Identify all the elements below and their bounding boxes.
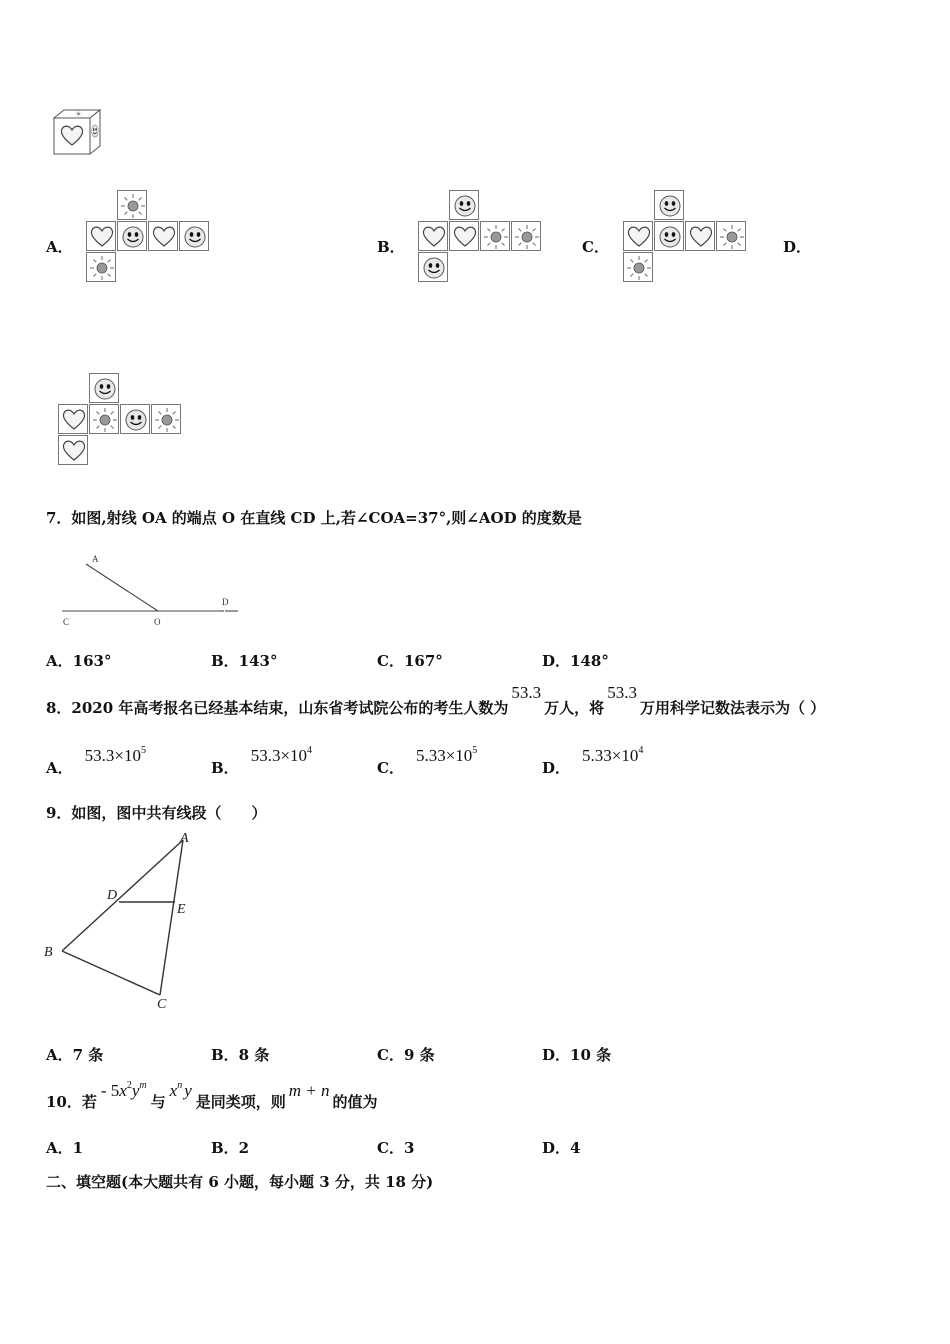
q10-term1-y: y: [131, 1081, 140, 1100]
q10-option-c[interactable]: C．3: [377, 1139, 415, 1157]
q8-text-3: 万用科学记数法表示为（ ）: [639, 699, 826, 717]
q6-option-c-label[interactable]: C．: [582, 238, 609, 256]
q7-label-a: A: [92, 554, 99, 564]
q10-prefix: 10．若: [46, 1093, 97, 1111]
q10-term1-x: x: [119, 1081, 127, 1100]
q10-term1-y-exp: m: [139, 1080, 147, 1091]
q8-option-b-value: [251, 746, 312, 765]
q8-option-a-value: [85, 746, 146, 765]
q10-connector: 与: [150, 1093, 166, 1111]
q8-option-d[interactable]: [542, 745, 644, 777]
q8-option-c-label: C．: [377, 759, 404, 777]
q10-term-1: [101, 1081, 147, 1100]
q10-term1-x-exp: 2: [126, 1080, 132, 1091]
q8-text-2: 万人，将: [544, 699, 605, 717]
section-2-title: 二、填空题(本大题共有 6 小题，每小题 3 分，共 18 分): [46, 1173, 434, 1191]
q7-option-d[interactable]: D．148°: [542, 652, 609, 670]
q6-net-d: [58, 373, 186, 469]
q9-label-b: B: [44, 945, 53, 960]
q7-option-b[interactable]: B．143°: [211, 652, 278, 670]
q8-option-b-base: 53.3×10: [250, 746, 308, 765]
q9-label-a: A: [180, 831, 189, 846]
q7-label-d: D: [222, 597, 229, 607]
q6-net-c: [623, 190, 751, 286]
q8-option-b[interactable]: [211, 745, 313, 777]
q6-net-a: [86, 190, 214, 286]
q8-number-1: 53.3: [511, 683, 542, 702]
q8-option-d-exp: 4: [638, 745, 644, 756]
q8-option-c[interactable]: [377, 745, 478, 777]
q10-term2-y: y: [184, 1081, 192, 1100]
q10-expr: m + n: [288, 1081, 330, 1100]
q9-figure: [40, 828, 200, 1013]
q10-term2-x-exp: n: [177, 1080, 183, 1091]
q9-option-a[interactable]: A．7 条: [46, 1046, 104, 1064]
q9-label-e: E: [177, 902, 186, 917]
q6-option-d-label[interactable]: D．: [783, 238, 812, 256]
q9-label-c: C: [157, 997, 167, 1012]
q9-question: 9．如图，图中共有线段（ ）: [46, 804, 267, 822]
q7-question: 7．如图,射线 OA 的端点 O 在直线 CD 上,若∠COA=37°,则∠AOD 的度数是: [46, 509, 582, 527]
q8-option-a-exp: 5: [140, 745, 146, 756]
q7-label-o: O: [154, 617, 161, 627]
q8-option-d-label: D．: [542, 759, 571, 777]
q8-option-a[interactable]: [46, 745, 146, 777]
q9-label-d: D: [107, 888, 118, 903]
q7-label-c: C: [63, 617, 70, 627]
q8-option-d-base: 5.33×10: [582, 746, 639, 765]
q8-option-c-value: [416, 746, 477, 765]
q10-term-2: [170, 1081, 192, 1100]
q7-option-c[interactable]: C．167°: [377, 652, 443, 670]
q9-option-b[interactable]: B．8 条: [211, 1046, 270, 1064]
q10-question: [46, 1080, 378, 1111]
cube-figure: [52, 108, 104, 158]
q6-option-a-label[interactable]: A．: [46, 238, 73, 256]
q6-net-b: [418, 190, 546, 286]
q10-suffix: 的值为: [332, 1093, 378, 1111]
q10-term1-coef: - 5: [100, 1081, 120, 1100]
q8-number-2: 53.3: [607, 683, 637, 702]
q10-option-b[interactable]: B．2: [211, 1139, 250, 1157]
q8-text-1: 8．2020 年高考报名已经基本结束，山东省考试院公布的考生人数为: [46, 699, 509, 717]
q10-option-d[interactable]: D．4: [542, 1139, 581, 1157]
q6-option-b-label[interactable]: B．: [377, 238, 405, 256]
q8-option-b-exp: 4: [307, 745, 313, 756]
q10-term2-x: x: [169, 1081, 178, 1100]
q7-option-a[interactable]: A．163°: [46, 652, 112, 670]
q8-question: [46, 682, 826, 717]
q8-option-a-base: 53.3×10: [84, 746, 141, 765]
q8-option-c-base: 5.33×10: [415, 746, 473, 765]
q7-figure: [60, 552, 240, 627]
q9-option-c[interactable]: C．9 条: [377, 1046, 435, 1064]
q8-option-a-label: A．: [46, 759, 73, 777]
q8-option-c-exp: 5: [472, 745, 478, 756]
q8-option-b-label: B．: [211, 759, 239, 777]
q8-option-d-value: [582, 746, 643, 765]
q9-option-d[interactable]: D．10 条: [542, 1046, 612, 1064]
q10-option-a[interactable]: A．1: [46, 1139, 84, 1157]
q10-middle: 是同类项，则: [195, 1093, 286, 1111]
